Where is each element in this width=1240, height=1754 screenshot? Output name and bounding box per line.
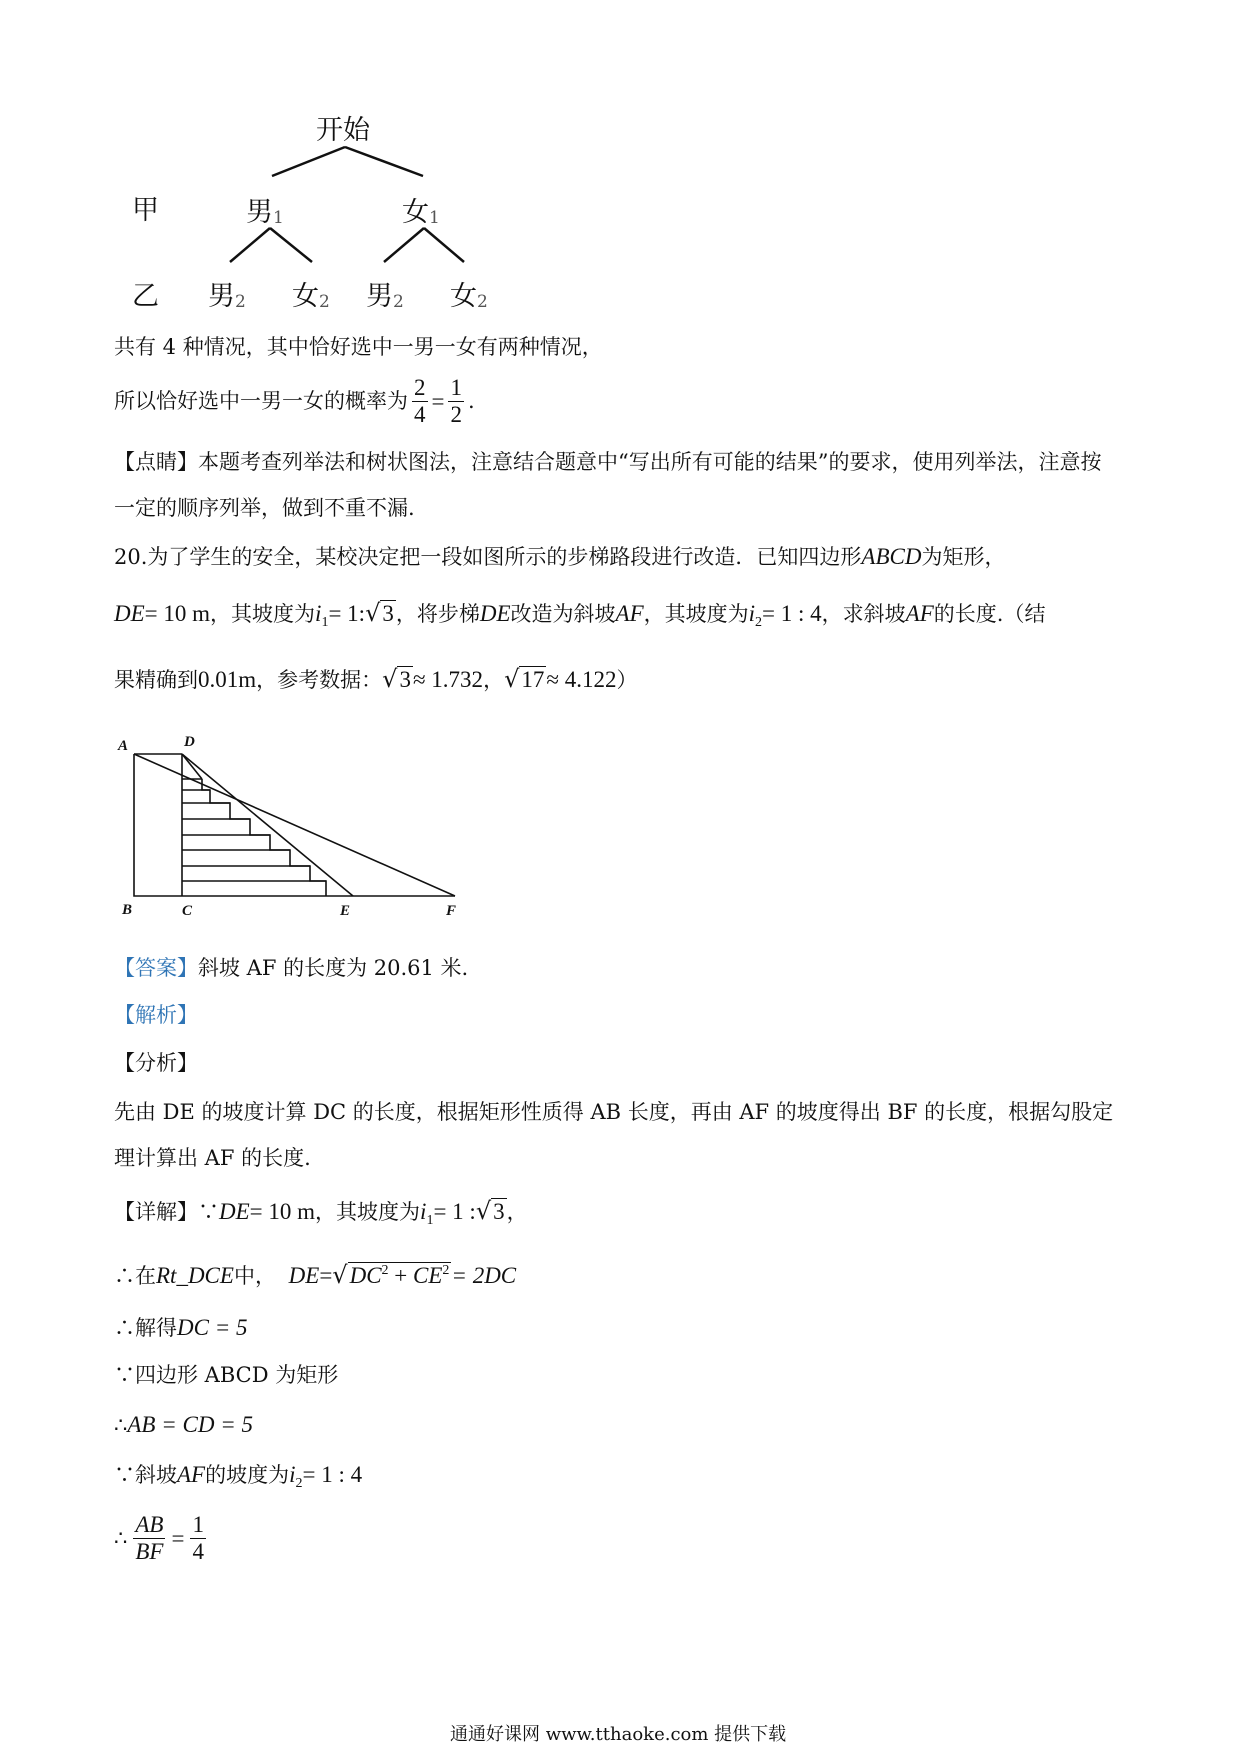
point-label-F: F	[446, 903, 457, 919]
paragraph-cases: 共有 4 种情况，其中恰好选中一男一女有两种情况，	[114, 335, 603, 359]
point-label-A: A	[118, 738, 129, 754]
tree-node-l2-2: 女2	[292, 281, 330, 312]
detail-line-6: ∵斜坡AF的坡度为$i_2= 1$ : 4	[114, 1462, 363, 1491]
fraction-1-2: $\frac{1}{2}$	[450, 375, 462, 428]
answer-tag: 【答案】	[114, 956, 198, 980]
tree-node-l2-3: 男2	[366, 281, 404, 312]
fraction-1-4: $\frac{1}{4}$	[192, 1512, 204, 1565]
fraction-2-4: $\frac{2}{4}$	[414, 375, 426, 428]
point-label-D: D	[184, 734, 195, 750]
point-label-E: E	[340, 903, 351, 919]
question-20-line-3: 果精确到0.01m，参考数据：√3≈ 1.732，√17≈ 4.122）	[114, 665, 638, 693]
paragraph-probability: 所以恰好选中一男一女的概率为 $\frac{2}{4}$ = $\frac{1}{2}$ .	[114, 375, 475, 428]
point-label-B: B	[122, 902, 133, 918]
fenxi-line-2: 理计算出 AF 的长度.	[114, 1146, 311, 1170]
dianjing-line-2: 一定的顺序列举，做到不重不漏.	[114, 496, 415, 520]
detail-line-3: ∴解得DC = 5	[114, 1315, 248, 1340]
question-20-line-2: DE= 10 m，其坡度为$i_1=$ 1:√3，将步梯DE改造为斜坡AF，其坡度为$i_2= 1$ : 4，求斜坡AF的长度.（结	[114, 599, 1046, 630]
dianjing-line-1: 【点睛】本题考查列举法和树状图法，注意结合题意中“写出所有可能的结果”的要求，使用列举法，注意按	[114, 450, 1102, 474]
tree-node-l2-1: 男2	[208, 281, 246, 312]
fenxi-heading: 【分析】	[114, 1051, 198, 1075]
detail-line-5: ∴AB = CD = 5	[114, 1412, 253, 1437]
answer-line: 【答案】斜坡 AF 的长度为 20.61 米.	[114, 956, 469, 980]
tree-row-label-yi: 乙	[132, 281, 159, 312]
detail-line-4: ∵四边形 ABCD 为矩形	[114, 1363, 339, 1387]
point-label-C: C	[182, 903, 193, 919]
detail-line-7: ∴ $\frac{AB}{BF}$ = $\frac{1}{4}$	[114, 1512, 204, 1565]
analysis-tag: 【解析】	[114, 1003, 198, 1027]
tree-node-l1-female: 女1	[402, 197, 440, 228]
question-20-line-1: 20.为了学生的安全，某校决定把一段如图所示的步梯路段进行改造．已知四边形ABCD为矩形，	[114, 544, 1006, 569]
tree-node-l2-4: 女2	[450, 281, 488, 312]
staircase-figure	[110, 730, 470, 930]
tree-row-label-jia: 甲	[132, 195, 159, 226]
footer-source: 通通好课网 www.tthaoke.com 提供下载	[450, 1724, 787, 1745]
tree-lines	[0, 0, 520, 270]
detail-line-1: 【详解】∵DE= 10 m，其坡度为$i_1= 1$ :√3，	[114, 1197, 528, 1228]
tree-node-l1-male: 男1	[246, 197, 284, 228]
fraction-ab-bf: $\frac{AB}{BF}$	[135, 1512, 164, 1565]
detail-line-2: ∴在Rt_DCE中， $DE=√DC^2 + CE^2= 2DC$	[114, 1261, 517, 1289]
tree-root: 开始	[316, 115, 370, 146]
fenxi-line-1: 先由 DE 的坡度计算 DC 的长度，根据矩形性质得 AB 长度，再由 AF 的坡度得出 BF 的长度，根据勾股定	[114, 1100, 1114, 1124]
